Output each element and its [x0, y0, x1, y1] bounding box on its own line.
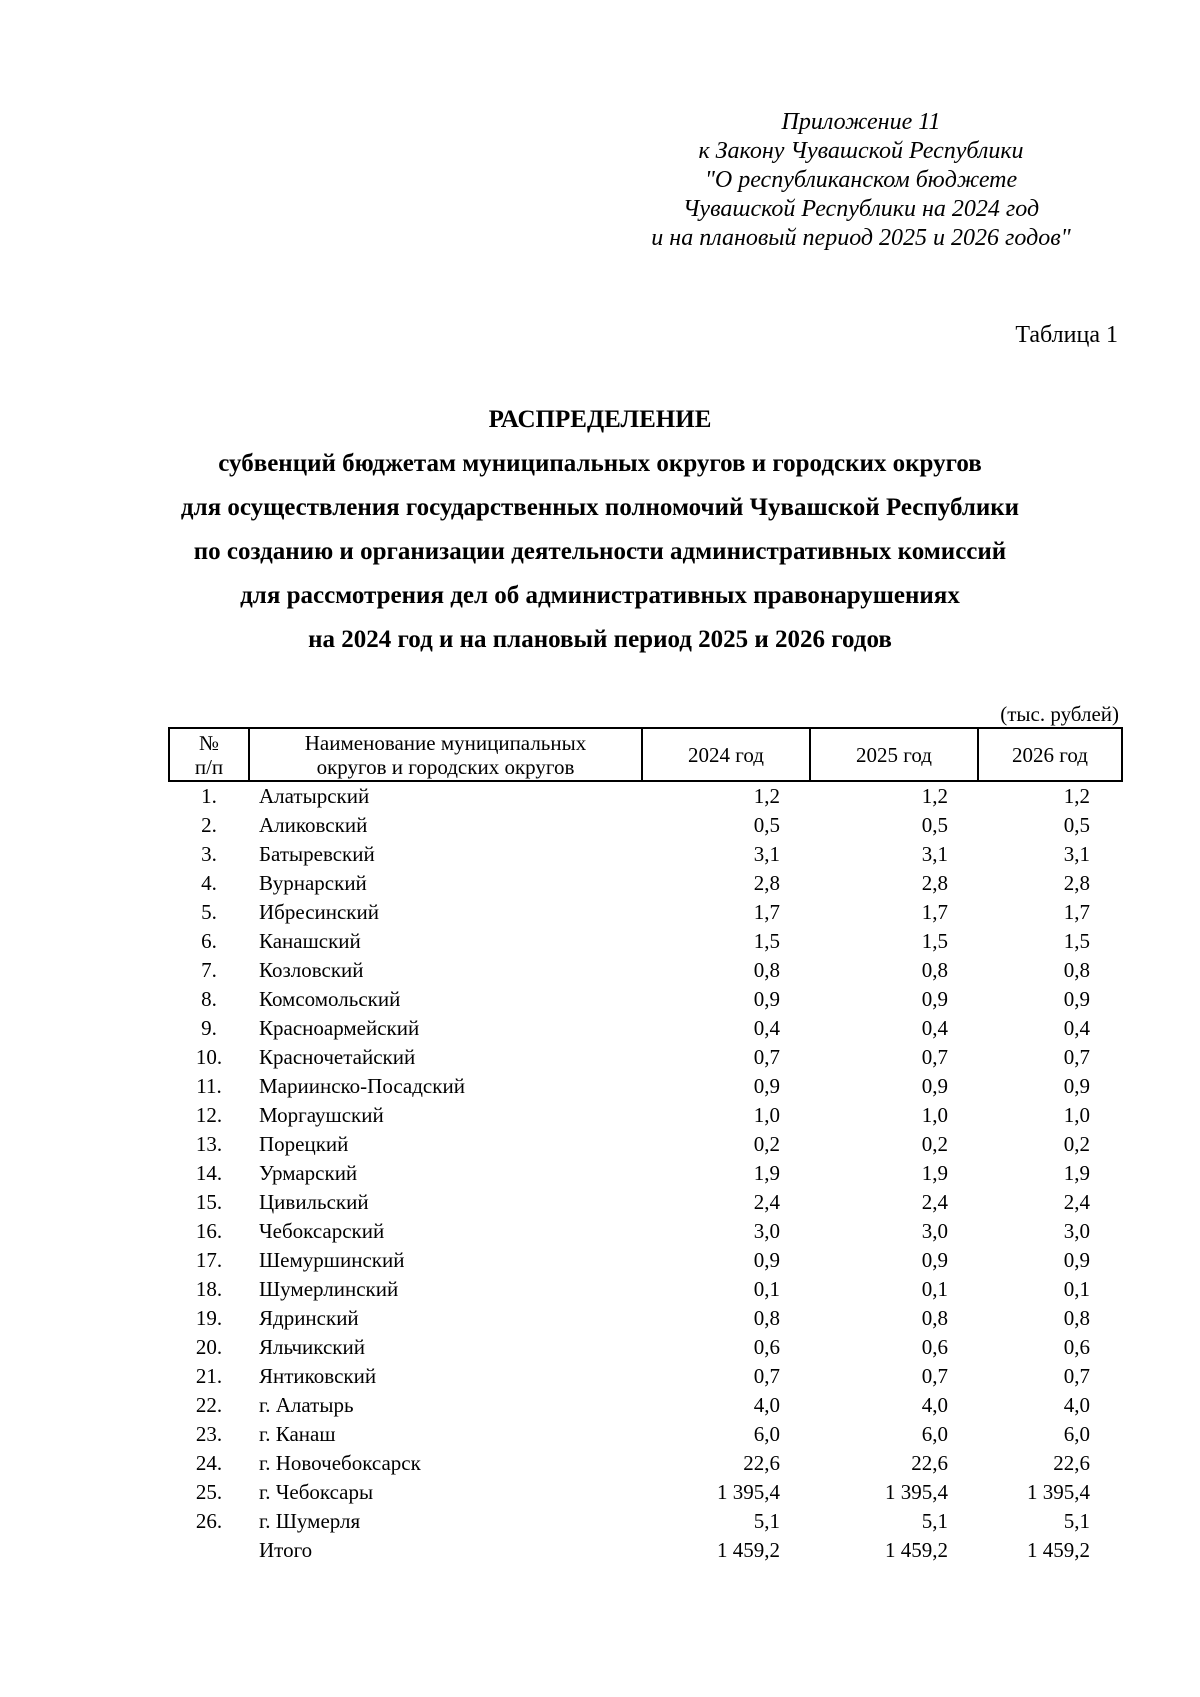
- row-name: Красночетайский: [259, 1045, 416, 1069]
- row-value-2024: 6,0: [753, 1422, 780, 1446]
- row-value-2025: 2,8: [921, 871, 948, 895]
- row-value-2025: 2,4: [921, 1190, 948, 1214]
- row-value-2025: 0,6: [921, 1335, 948, 1359]
- row-number: 24.: [195, 1451, 223, 1475]
- row-value-2025: 0,8: [921, 1306, 948, 1330]
- row-name: Канашский: [259, 929, 361, 953]
- table-row: [169, 1507, 1122, 1536]
- row-value-2025: 1,9: [921, 1161, 948, 1185]
- row-value-2026: 1,5: [1063, 929, 1090, 953]
- row-value-2026: 1,7: [1063, 900, 1090, 924]
- row-number: 12.: [195, 1103, 223, 1127]
- row-value-2026: 0,1: [1063, 1277, 1090, 1301]
- row-name: Порецкий: [259, 1132, 349, 1156]
- row-number: 9.: [201, 1016, 217, 1040]
- row-name: Аликовский: [259, 813, 368, 837]
- row-value-2025: 0,2: [921, 1132, 948, 1156]
- row-value-2025: 0,1: [921, 1277, 948, 1301]
- row-value-2024: 3,0: [753, 1219, 780, 1243]
- row-value-2026: 0,5: [1063, 813, 1090, 837]
- row-value-2024: 1,7: [753, 900, 780, 924]
- row-value-2024: 0,9: [753, 1074, 780, 1098]
- row-value-2026: 6,0: [1063, 1422, 1090, 1446]
- header-name-line1: Наименование муниципальных: [304, 730, 587, 755]
- row-value-2024: 0,2: [753, 1132, 780, 1156]
- row-value-2024: 3,1: [753, 842, 780, 866]
- title-line: на 2024 год и на плановый период 2025 и 2026 годов: [308, 626, 892, 653]
- table-row: [169, 1304, 1122, 1333]
- row-value-2026: 0,6: [1063, 1335, 1090, 1359]
- table-row: [169, 1188, 1122, 1217]
- distribution-table: [168, 727, 1123, 1565]
- table-label: Таблица 1: [1015, 322, 1118, 348]
- row-name: Шумерлинский: [259, 1277, 399, 1301]
- header-2024: 2024 год: [642, 728, 810, 781]
- row-value-2024: 1 459,2: [717, 1538, 780, 1562]
- table-row: [169, 1275, 1122, 1304]
- row-value-2026: 0,9: [1063, 1074, 1090, 1098]
- row-name: Красноармейский: [259, 1016, 420, 1040]
- row-value-2026: 0,9: [1063, 987, 1090, 1011]
- row-name: Ядринский: [259, 1306, 359, 1330]
- row-name: Алатырский: [259, 784, 370, 808]
- units-label: (тыс. рублей): [1000, 702, 1119, 726]
- row-value-2024: 0,7: [753, 1045, 780, 1069]
- header-number-line2: п/п: [194, 754, 224, 779]
- row-name: Урмарский: [259, 1161, 358, 1185]
- table-body: [169, 781, 1122, 1565]
- row-value-2024: 0,4: [753, 1016, 780, 1040]
- table-row: [169, 1478, 1122, 1507]
- row-number: 20.: [195, 1335, 223, 1359]
- row-value-2024: 1,0: [753, 1103, 780, 1127]
- row-value-2025: 1 395,4: [885, 1480, 948, 1504]
- row-value-2025: 0,8: [921, 958, 948, 982]
- row-value-2026: 2,4: [1063, 1190, 1090, 1214]
- title-line: для осуществления государственных полномочий Чувашской Республики: [180, 494, 1020, 521]
- title-line: для рассмотрения дел об административных правонарушениях: [240, 582, 960, 609]
- row-number: 16.: [195, 1219, 223, 1243]
- row-number: 2.: [201, 813, 217, 837]
- row-value-2024: 0,6: [753, 1335, 780, 1359]
- row-value-2025: 0,4: [921, 1016, 948, 1040]
- row-name: Цивильский: [259, 1190, 369, 1214]
- table-header-row: [169, 728, 1122, 781]
- row-number: 11.: [196, 1074, 222, 1098]
- row-name: Шемуршинский: [259, 1248, 405, 1272]
- row-value-2026: 4,0: [1063, 1393, 1090, 1417]
- row-value-2024: 1 395,4: [717, 1480, 780, 1504]
- header-name: [249, 728, 642, 781]
- row-name: Итого: [259, 1538, 313, 1562]
- row-name: Моргаушский: [259, 1103, 384, 1127]
- row-number: 13.: [195, 1132, 223, 1156]
- title-line: субвенций бюджетам муниципальных округов и городских округов: [218, 450, 982, 477]
- table-row: [169, 1449, 1122, 1478]
- header-number-line1: №: [198, 730, 220, 755]
- row-number: 4.: [201, 871, 217, 895]
- row-number: 26.: [195, 1509, 223, 1533]
- row-value-2026: 0,8: [1063, 958, 1090, 982]
- total-row: [169, 1536, 1122, 1565]
- row-name: г. Новочебоксарск: [259, 1451, 421, 1475]
- header-2025: 2025 год: [810, 728, 978, 781]
- row-number: 3.: [201, 842, 217, 866]
- row-value-2026: 1,9: [1063, 1161, 1090, 1185]
- row-value-2025: 0,5: [921, 813, 948, 837]
- table-row: [169, 1391, 1122, 1420]
- row-number: 7.: [201, 958, 217, 982]
- table-row: [169, 1101, 1122, 1130]
- row-value-2024: 2,8: [753, 871, 780, 895]
- table-row: [169, 1420, 1122, 1449]
- row-value-2026: 0,9: [1063, 1248, 1090, 1272]
- row-value-2026: 1,2: [1063, 784, 1090, 808]
- header-name-line2: округов и городских округов: [316, 754, 575, 779]
- row-value-2024: 0,8: [753, 958, 780, 982]
- row-value-2024: 1,9: [753, 1161, 780, 1185]
- row-value-2024: 2,4: [753, 1190, 780, 1214]
- table-row: [169, 1217, 1122, 1246]
- table-row: [169, 1362, 1122, 1391]
- header-2026: 2026 год: [978, 728, 1122, 781]
- row-value-2024: 0,9: [753, 1248, 780, 1272]
- row-name: г. Алатырь: [259, 1393, 354, 1417]
- row-value-2024: 1,2: [753, 784, 780, 808]
- row-value-2026: 5,1: [1063, 1509, 1090, 1533]
- row-value-2026: 22,6: [1053, 1451, 1090, 1475]
- row-name: Вурнарский: [259, 871, 367, 895]
- row-number: 8.: [201, 987, 217, 1011]
- row-name: Комсомольский: [259, 987, 401, 1011]
- row-value-2024: 1,5: [753, 929, 780, 953]
- row-number: 15.: [195, 1190, 223, 1214]
- appendix-note: [600, 108, 1122, 253]
- table-row: [169, 1333, 1122, 1362]
- appendix-line: Чувашской Республики на 2024 год: [682, 196, 1040, 222]
- row-number: 6.: [201, 929, 217, 953]
- row-name: Чебоксарский: [259, 1219, 385, 1243]
- table-row: [169, 869, 1122, 898]
- row-value-2026: 3,0: [1063, 1219, 1090, 1243]
- row-name: Батыревский: [259, 842, 375, 866]
- row-value-2026: 0,2: [1063, 1132, 1090, 1156]
- row-value-2025: 3,1: [921, 842, 948, 866]
- table-row: [169, 781, 1122, 811]
- row-value-2024: 22,6: [743, 1451, 780, 1475]
- row-number: 19.: [195, 1306, 223, 1330]
- table-row: [169, 927, 1122, 956]
- table-row: [169, 811, 1122, 840]
- table-row: [169, 898, 1122, 927]
- row-value-2025: 0,7: [921, 1364, 948, 1388]
- table-row: [169, 1043, 1122, 1072]
- row-value-2024: 0,7: [753, 1364, 780, 1388]
- appendix-line: Приложение 11: [781, 109, 941, 135]
- row-name: г. Канаш: [259, 1422, 336, 1446]
- header-number: [169, 728, 249, 781]
- row-number: 17.: [195, 1248, 223, 1272]
- table-row: [169, 1072, 1122, 1101]
- row-name: г. Чебоксары: [259, 1480, 374, 1504]
- row-number: 1.: [201, 784, 217, 808]
- row-number: 23.: [195, 1422, 223, 1446]
- row-value-2025: 1,5: [921, 929, 948, 953]
- row-value-2025: 22,6: [911, 1451, 948, 1475]
- row-value-2025: 1 459,2: [885, 1538, 948, 1562]
- row-number: [169, 1536, 249, 1565]
- row-value-2026: 1 459,2: [1027, 1538, 1090, 1562]
- appendix-line: к Закону Чувашской Республики: [698, 138, 1024, 164]
- table-row: [169, 1246, 1122, 1275]
- table-row: [169, 1159, 1122, 1188]
- row-number: 5.: [201, 900, 217, 924]
- title-line: РАСПРЕДЕЛЕНИЕ: [488, 406, 712, 433]
- row-name: г. Шумерля: [259, 1509, 361, 1533]
- row-value-2025: 1,7: [921, 900, 948, 924]
- row-value-2024: 4,0: [753, 1393, 780, 1417]
- row-value-2024: 0,5: [753, 813, 780, 837]
- row-value-2025: 1,0: [921, 1103, 948, 1127]
- row-name: Янтиковский: [259, 1364, 377, 1388]
- row-value-2026: 0,7: [1063, 1364, 1090, 1388]
- row-name: Ибресинский: [259, 900, 379, 924]
- row-number: 25.: [195, 1480, 223, 1504]
- appendix-line: и на плановый период 2025 и 2026 годов": [651, 225, 1071, 251]
- row-value-2024: 0,1: [753, 1277, 780, 1301]
- row-value-2026: 0,4: [1063, 1016, 1090, 1040]
- row-value-2025: 0,7: [921, 1045, 948, 1069]
- row-value-2025: 4,0: [921, 1393, 948, 1417]
- row-number: 14.: [195, 1161, 223, 1185]
- row-value-2026: 1,0: [1063, 1103, 1090, 1127]
- table-row: [169, 1130, 1122, 1159]
- row-value-2026: 1 395,4: [1027, 1480, 1090, 1504]
- row-value-2026: 3,1: [1063, 842, 1090, 866]
- row-number: 21.: [195, 1364, 223, 1388]
- row-value-2025: 3,0: [921, 1219, 948, 1243]
- row-number: 10.: [195, 1045, 223, 1069]
- row-value-2025: 0,9: [921, 1074, 948, 1098]
- table-row: [169, 985, 1122, 1014]
- row-value-2026: 0,8: [1063, 1306, 1090, 1330]
- appendix-line: "О республиканском бюджете: [704, 167, 1018, 193]
- row-value-2025: 6,0: [921, 1422, 948, 1446]
- row-name: Козловский: [259, 958, 364, 982]
- table-row: [169, 840, 1122, 869]
- row-name: Мариинско-Посадский: [259, 1074, 465, 1098]
- row-value-2025: 0,9: [921, 987, 948, 1011]
- row-value-2025: 0,9: [921, 1248, 948, 1272]
- row-value-2026: 2,8: [1063, 871, 1090, 895]
- document-title: [0, 398, 1200, 662]
- row-value-2025: 5,1: [921, 1509, 948, 1533]
- row-name: Яльчикский: [259, 1335, 365, 1359]
- table-row: [169, 956, 1122, 985]
- row-value-2026: 0,7: [1063, 1045, 1090, 1069]
- row-number: 18.: [195, 1277, 223, 1301]
- row-value-2025: 1,2: [921, 784, 948, 808]
- table-row: [169, 1014, 1122, 1043]
- row-value-2024: 5,1: [753, 1509, 780, 1533]
- row-value-2024: 0,8: [753, 1306, 780, 1330]
- row-number: 22.: [195, 1393, 223, 1417]
- title-line: по созданию и организации деятельности административных комиссий: [193, 538, 1007, 565]
- row-value-2024: 0,9: [753, 987, 780, 1011]
